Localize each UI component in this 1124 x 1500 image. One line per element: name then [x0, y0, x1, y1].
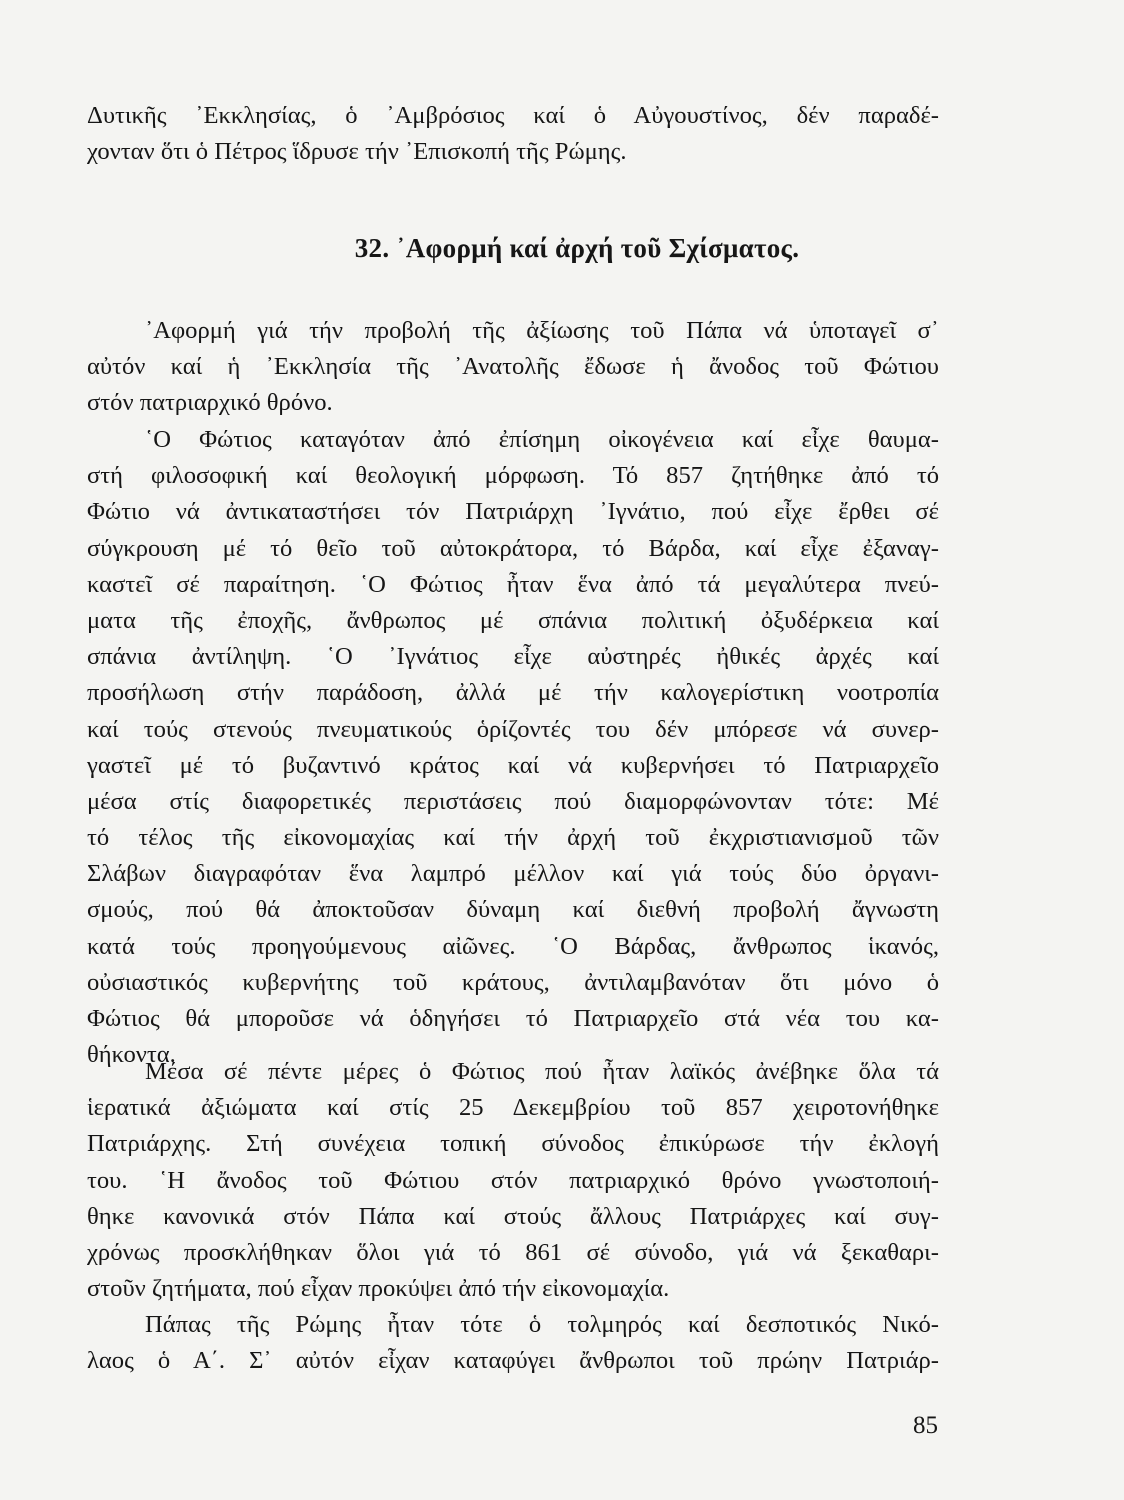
text-line: Σλάβων διαγραφόταν ἕνα λαμπρό μέλλον καί γιά τούς δύο ὀργανι- [87, 860, 939, 888]
text-line: σπάνια ἀντίληψη. ῾Ο ᾿Ιγνάτιος εἶχε αὐστηρές ἠθικές ἀρχές καί [87, 643, 939, 671]
text-line: γαστεῖ μέ τό βυζαντινό κράτος καί νά κυβερνήσει τό Πατριαρχεῖο [87, 751, 939, 779]
text-line: Μέσα σέ πέντε μέρες ὁ Φώτιος πού ἦταν λαϊκός ἀνέβηκε ὅλα τά [145, 1058, 939, 1085]
text-line: αὐτόν καί ἡ ᾿Εκκλησία τῆς ᾿Ανατολῆς ἔδωσε ἡ ἄνοδος τοῦ Φώτιου [87, 353, 939, 381]
text-line: θήκοντα. [87, 1041, 176, 1069]
text-line: Φώτιος θά μποροῦσε νά ὁδηγήσει τό Πατριαρχεῖο στά νέα του κα- [87, 1005, 939, 1032]
text-line: προσήλωση στήν παράδοση, ἀλλά μέ τήν καλογερίστικη νοοτροπία [87, 679, 939, 707]
paragraph-2 [87, 422, 939, 1073]
text-line: στή φιλοσοφική καί θεολογική μόρφωση. Τό 857 ζητήθηκε ἀπό τό [87, 462, 939, 490]
text-line: σμούς, πού θά ἀποκτοῦσαν δύναμη καί διεθνή προβολή ἄγνωστη [87, 896, 939, 924]
text-line: του. ῾Η ἄνοδος τοῦ Φώτιου στόν πατριαρχικό θρόνο γνωστοποιή- [87, 1166, 939, 1194]
text-line: χονταν ὅτι ὁ Πέτρος ἵδρυσε τήν ᾿Επισκοπή τῆς Ρώμης. [87, 138, 627, 166]
text-line: τό τέλος τῆς εἰκονομαχίας καί τήν ἀρχή τοῦ ἐκχριστιανισμοῦ τῶν [87, 824, 939, 852]
text-line: ματα τῆς ἐποχῆς, ἄνθρωπος μέ σπάνια πολιτική ὀξυδέρκεια καί [87, 606, 939, 634]
text-line: στόν πατριαρχικό θρόνο. [87, 389, 333, 417]
text-line: οὐσιαστικός κυβερνήτης τοῦ κράτους, ἀντιλαμβανόταν ὅτι μόνο ὁ [87, 968, 939, 996]
text-line: καί τούς στενούς πνευματικούς ὁρίζοντές του δέν μπόρεσε νά συνερ- [87, 715, 939, 743]
page-number: 85 [913, 1412, 938, 1439]
text-line: ῾Ο Φώτιος καταγόταν ἀπό ἐπίσημη οἰκογένεια καί εἶχε θαυμα- [145, 426, 939, 453]
section-heading: 32. ᾿Αφορμή καί ἀρχή τοῦ Σχίσματος. [354, 233, 800, 263]
text-line: Φώτιο νά ἀντικαταστήσει τόν Πατριάρχη ᾿Ιγνάτιο, πού εἶχε ἔρθει σέ [87, 498, 939, 526]
paragraph-4 [87, 1307, 939, 1379]
text-line: μέσα στίς διαφορετικές περιστάσεις πού διαμορφώνονταν τότε: Μέ [87, 787, 939, 815]
paragraph-3 [87, 1054, 939, 1307]
text-line: σύγκρουση μέ τό θεῖο τοῦ αὐτοκράτορα, τό Βάρδα, καί εἶχε ἐξαναγ- [87, 534, 939, 562]
text-line: στοῦν ζητήματα, πού εἶχαν προκύψει ἀπό τήν εἰκονομαχία. [87, 1275, 670, 1303]
intro-text [87, 98, 939, 170]
paragraph-1 [87, 313, 939, 422]
text-line: Πατριάρχης. Στή συνέχεια τοπική σύνοδος ἐπικύρωσε τήν ἐκλογή [87, 1130, 939, 1158]
text-line: καστεῖ σέ παραίτηση. ῾Ο Φώτιος ἦταν ἕνα ἀπό τά μεγαλύτερα πνεύ- [87, 570, 939, 598]
text-line: ᾿Αφορμή γιά τήν προβολή τῆς ἀξίωσης τοῦ Πάπα νά ὑποταγεῖ σ᾿ [145, 317, 939, 344]
text-line: χρόνως προσκλήθηκαν ὅλοι γιά τό 861 σέ σύνοδο, γιά νά ξεκαθαρι- [87, 1238, 939, 1266]
text-line: κατά τούς προηγούμενους αἰῶνες. ῾Ο Βάρδας, ἄνθρωπος ἱκανός, [87, 932, 939, 960]
text-line: λαος ὁ Α΄. Σ᾿ αὐτόν εἶχαν καταφύγει ἄνθρωποι τοῦ πρώην Πατριάρ- [87, 1347, 939, 1375]
text-line: Δυτικῆς ᾿Εκκλησίας, ὁ ᾿Αμβρόσιος καί ὁ Αὐγουστίνος, δέν παραδέ- [87, 102, 939, 129]
text-line: Πάπας τῆς Ρώμης ἦταν τότε ὁ τολμηρός καί δεσποτικός Νικό- [145, 1311, 939, 1338]
text-line: θηκε κανονικά στόν Πάπα καί στούς ἄλλους Πατριάρχες καί συγ- [87, 1202, 939, 1230]
text-line: ἱερατικά ἀξιώματα καί στίς 25 Δεκεμβρίου τοῦ 857 χειροτονήθηκε [87, 1094, 939, 1122]
